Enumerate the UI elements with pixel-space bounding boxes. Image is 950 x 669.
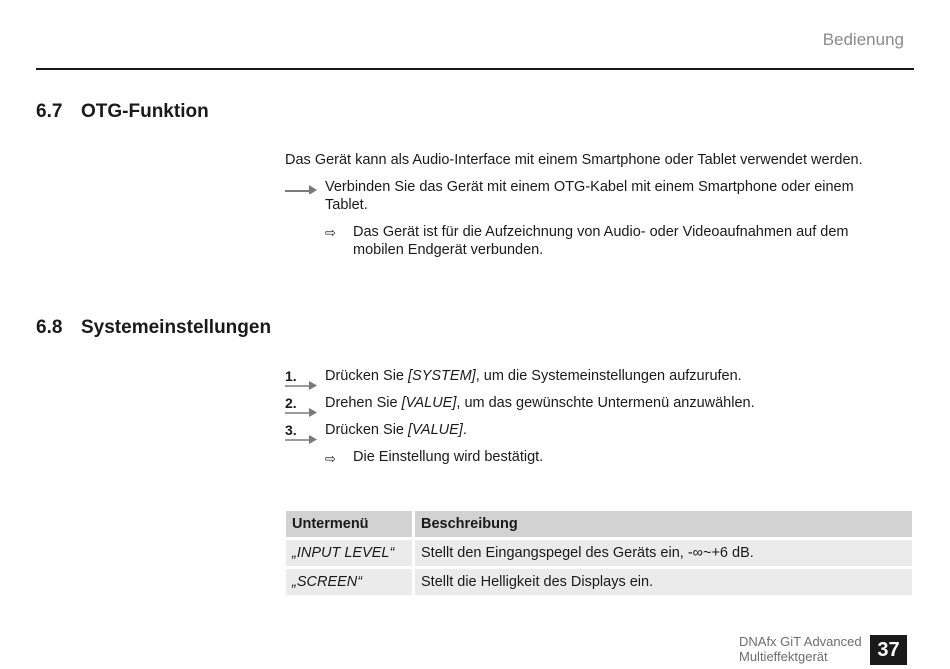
otg-instruction-line2: Tablet. bbox=[325, 197, 368, 213]
table-header-description: Beschreibung bbox=[415, 511, 912, 537]
step-text-pre: Drücken Sie bbox=[325, 368, 409, 384]
otg-result-line1: Das Gerät ist für die Aufzeichnung von Audio- oder Videoaufnahmen auf dem bbox=[353, 224, 849, 240]
table-header-row bbox=[286, 511, 912, 537]
table-cell-description: Stellt die Helligkeit des Displays ein. bbox=[415, 569, 912, 595]
instruction-arrow-icon bbox=[285, 184, 317, 194]
page-number: 37 bbox=[870, 635, 907, 665]
section-title: OTG-Funktion bbox=[81, 101, 209, 122]
step-number: 2. bbox=[285, 395, 297, 411]
step-number: 1. bbox=[285, 368, 297, 384]
footer-product-name bbox=[739, 634, 862, 664]
step-text-post: , um das gewünschte Untermenü anzuwählen. bbox=[456, 395, 755, 411]
section-heading-system-settings bbox=[36, 317, 271, 339]
step-text bbox=[325, 367, 742, 385]
section-number: 6.7 bbox=[36, 101, 63, 122]
table-row bbox=[286, 569, 912, 595]
otg-instruction-line1: Verbinden Sie das Gerät mit einem OTG-Kabel mit einem Smartphone oder einem bbox=[325, 179, 854, 195]
footer-product-line2: Multieffektgerät bbox=[739, 649, 828, 664]
section-heading-otg bbox=[36, 101, 209, 123]
table-cell-submenu: „INPUT LEVEL“ bbox=[286, 540, 412, 566]
step-key: [VALUE] bbox=[408, 422, 463, 438]
result-arrow-icon: ⇨ bbox=[325, 451, 336, 466]
step-text bbox=[325, 421, 467, 439]
otg-instruction bbox=[325, 178, 854, 214]
step-number: 3. bbox=[285, 422, 297, 438]
table-row bbox=[286, 540, 912, 566]
submenu-table bbox=[286, 508, 912, 598]
section-title: Systemeinstellungen bbox=[81, 317, 272, 338]
section-number: 6.8 bbox=[36, 317, 63, 338]
step-text-pre: Drehen Sie bbox=[325, 395, 402, 411]
otg-result bbox=[353, 223, 848, 259]
step-arrow-icon bbox=[285, 404, 317, 414]
step-text-post: , um die Systemeinstellungen aufzurufen. bbox=[475, 368, 742, 384]
table-header-submenu: Untermenü bbox=[286, 511, 412, 537]
step-text-post: . bbox=[462, 422, 467, 438]
header-divider bbox=[36, 68, 914, 70]
otg-result-line2: mobilen Endgerät verbunden. bbox=[353, 242, 544, 258]
footer-product-line1: DNAfx GiT Advanced bbox=[739, 634, 862, 649]
step-arrow-icon bbox=[285, 431, 317, 441]
step-key: [VALUE] bbox=[401, 395, 457, 411]
step-arrow-icon bbox=[285, 377, 317, 387]
result-arrow-icon: ⇨ bbox=[325, 225, 336, 240]
otg-intro-text: Das Gerät kann als Audio-Interface mit einem Smartphone oder Tablet verwendet werden. bbox=[285, 152, 863, 168]
step-key: [SYSTEM] bbox=[408, 368, 476, 384]
table-cell-description: Stellt den Eingangspegel des Geräts ein, -∞~+6 dB. bbox=[415, 540, 912, 566]
step-text bbox=[325, 394, 755, 412]
step-text-pre: Drücken Sie bbox=[325, 422, 409, 438]
running-header: Bedienung bbox=[822, 30, 904, 49]
system-result: Die Einstellung wird bestätigt. bbox=[353, 449, 544, 465]
table-cell-submenu: „SCREEN“ bbox=[286, 569, 412, 595]
